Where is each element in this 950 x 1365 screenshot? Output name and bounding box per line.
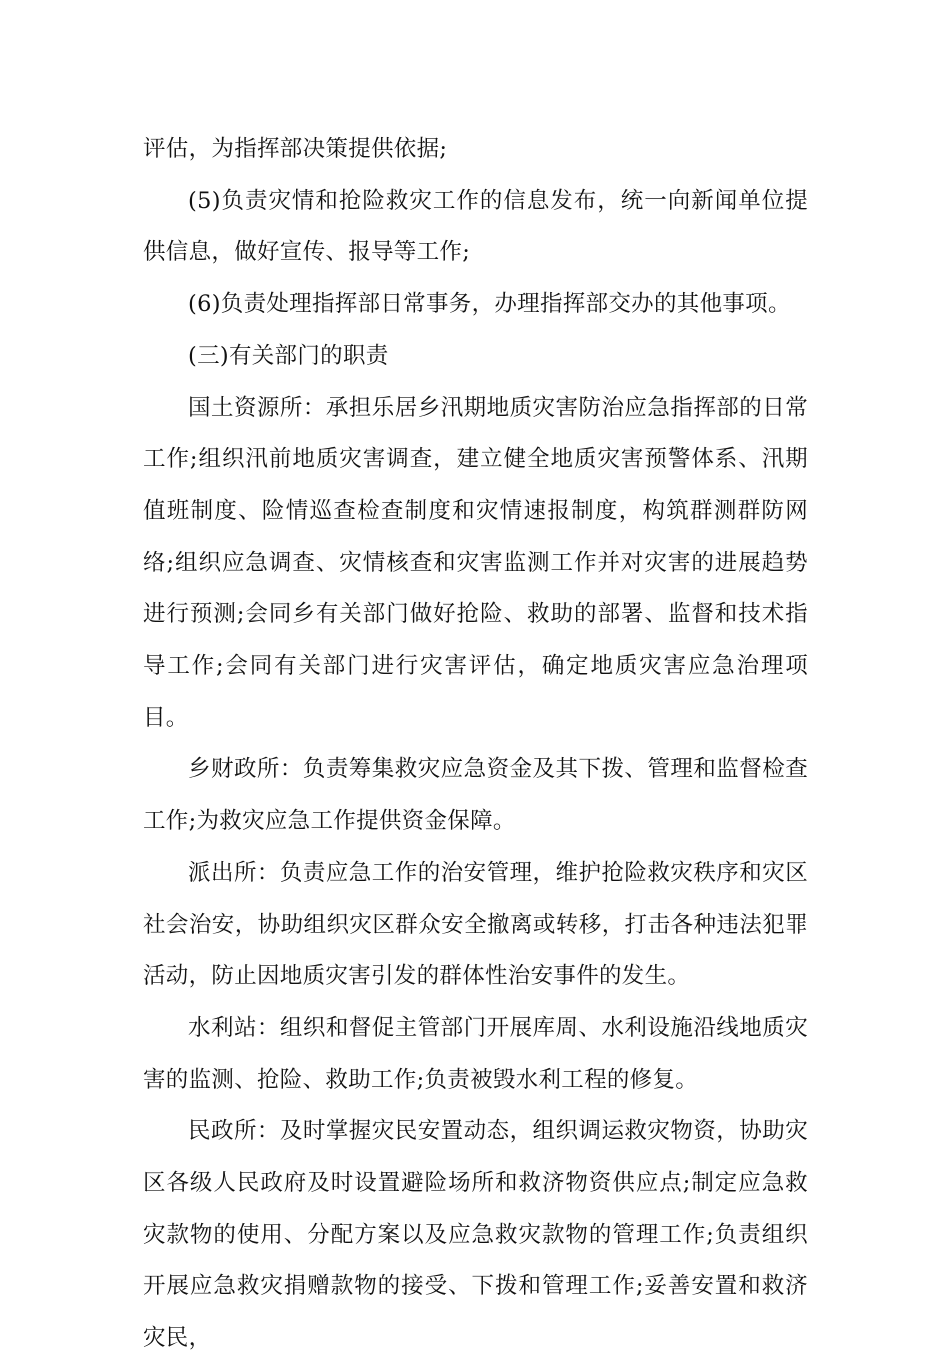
paragraph-assessment-continuation: 评估，为指挥部决策提供依据;: [143, 136, 448, 162]
paragraph-police-station: 派出所：负责应急工作的治安管理，维护抢险救灾秩序和灾区社会治安，协助组织灾区群众安全撤离或转移，打击各种违法犯罪活动，防止因地质灾害引发的群体性治安事件的发生。: [143, 859, 808, 990]
paragraph-finance-office: 乡财政所：负责筹集救灾应急资金及其下拨、管理和监督检查工作;为救灾应急工作提供资金保障。: [143, 756, 808, 835]
paragraph-item-6-daily-affairs: (6)负责处理指挥部日常事务，办理指挥部交办的其他事项。: [188, 291, 791, 318]
paragraph-water-conservancy-station: 水利站：组织和督促主管部门开展库周、水利设施沿线地质灾害的监测、抢险、救助工作;负责被毁水利工程的修复。: [143, 1014, 808, 1093]
document-page: [143, 124, 808, 1365]
section-heading-department-duties: (三)有关部门的职责: [188, 342, 389, 369]
paragraph-item-5-info-release: (5)负责灾情和抢险救灾工作的信息发布，统一向新闻单位提供信息，做好宣传、报导等工作;: [143, 187, 808, 266]
paragraph-civil-affairs-office: 民政所：及时掌握灾民安置动态，组织调运救灾物资，协助灾区各级人民政府及时设置避险场所和救济物资供应点;制定应急救灾款物的使用、分配方案以及应急救灾款物的管理工作;负责组织开展应急救灾捐赠款物的接受、下拨和管理工作;妥善安置和救济灾民，: [143, 1118, 808, 1352]
paragraph-land-resources-office: 国土资源所：承担乐居乡汛期地质灾害防治应急指挥部的日常工作;组织汛前地质灾害调查，建立健全地质灾害预警体系、汛期值班制度、险情巡查检查制度和灾情速报制度，构筑群测群防网络;组织应急调查、灾情核查和灾害监测工作并对灾害的进展趋势进行预测;会同乡有关部门做好抢险、救助的部署、监督和技术指导工作;会同有关部门进行灾害评估，确定地质灾害应急治理项目。: [143, 394, 808, 731]
